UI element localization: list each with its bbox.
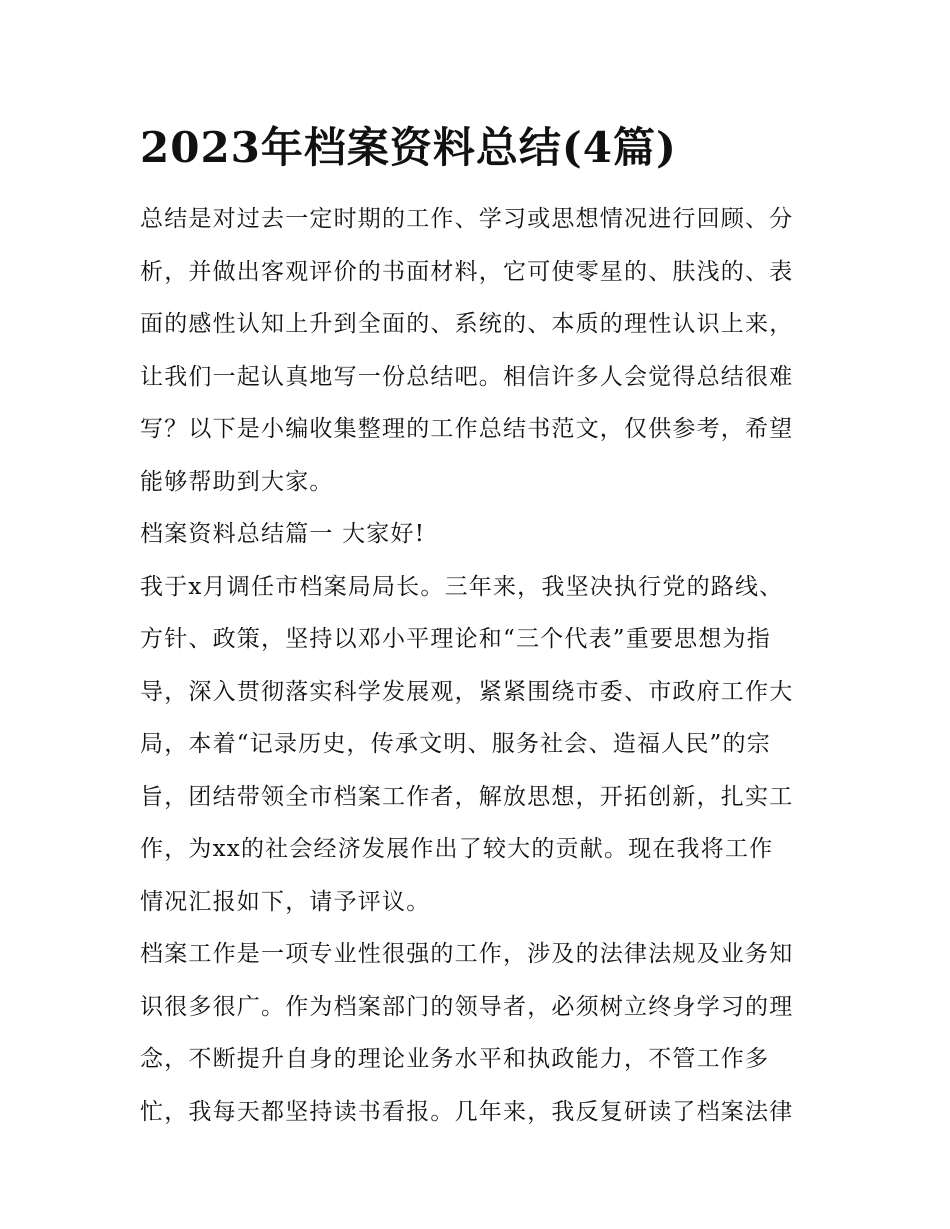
text-line: 档案资料总结篇一 大家好! — [140, 521, 426, 547]
paragraph-learning — [140, 928, 820, 1138]
text-line: 旨，团结带领全市档案工作者，解放思想，开拓创新，扎实工 — [140, 783, 794, 810]
document-page — [140, 118, 820, 1138]
section-heading-1 — [140, 508, 820, 561]
document-title: 2023年档案资料总结(4篇) — [140, 123, 677, 172]
text-line: 导，深入贯彻落实科学发展观，紧紧围绕市委、市政府工作大 — [140, 678, 794, 705]
text-line: 总结是对过去一定时期的工作、学习或思想情况进行回顾、分 — [140, 206, 794, 232]
text-line: 面的感性认知上升到全面的、系统的、本质的理性认识上来， — [140, 311, 794, 337]
paragraph-intro — [140, 193, 820, 508]
text-line: 作，为xx的社会经济发展作出了较大的贡献。现在我将工作 — [140, 836, 774, 862]
text-line: 识很多很广。作为档案部门的领导者，必须树立终身学习的理 — [140, 993, 794, 1020]
text-line: 写？以下是小编收集整理的工作总结书范文，仅供参考，希望 — [140, 416, 794, 442]
text-line: 方针、政策，坚持以邓小平理论和“三个代表”重要思想为指 — [140, 626, 771, 652]
text-line: 念，不断提升自身的理论业务水平和执政能力，不管工作多 — [140, 1046, 770, 1072]
text-line: 我于x月调任市档案局局长。三年来，我坚决执行党的路线、 — [140, 573, 784, 600]
text-line: 忙，我每天都坚持读书看报。几年来，我反复研读了档案法律 — [140, 1098, 794, 1125]
paragraph-report — [140, 561, 820, 929]
text-line: 让我们一起认真地写一份总结吧。相信许多人会觉得总结很难 — [140, 363, 794, 390]
text-line: 能够帮助到大家。 — [140, 468, 334, 495]
text-line: 析，并做出客观评价的书面材料，它可使零星的、肤浅的、表 — [140, 258, 794, 285]
text-line: 局，本着“记录历史，传承文明、服务社会、造福人民”的宗 — [140, 731, 771, 757]
text-line: 档案工作是一项专业性很强的工作，涉及的法律法规及业务知 — [140, 941, 794, 967]
text-line: 情况汇报如下，请予评议。 — [140, 888, 431, 915]
